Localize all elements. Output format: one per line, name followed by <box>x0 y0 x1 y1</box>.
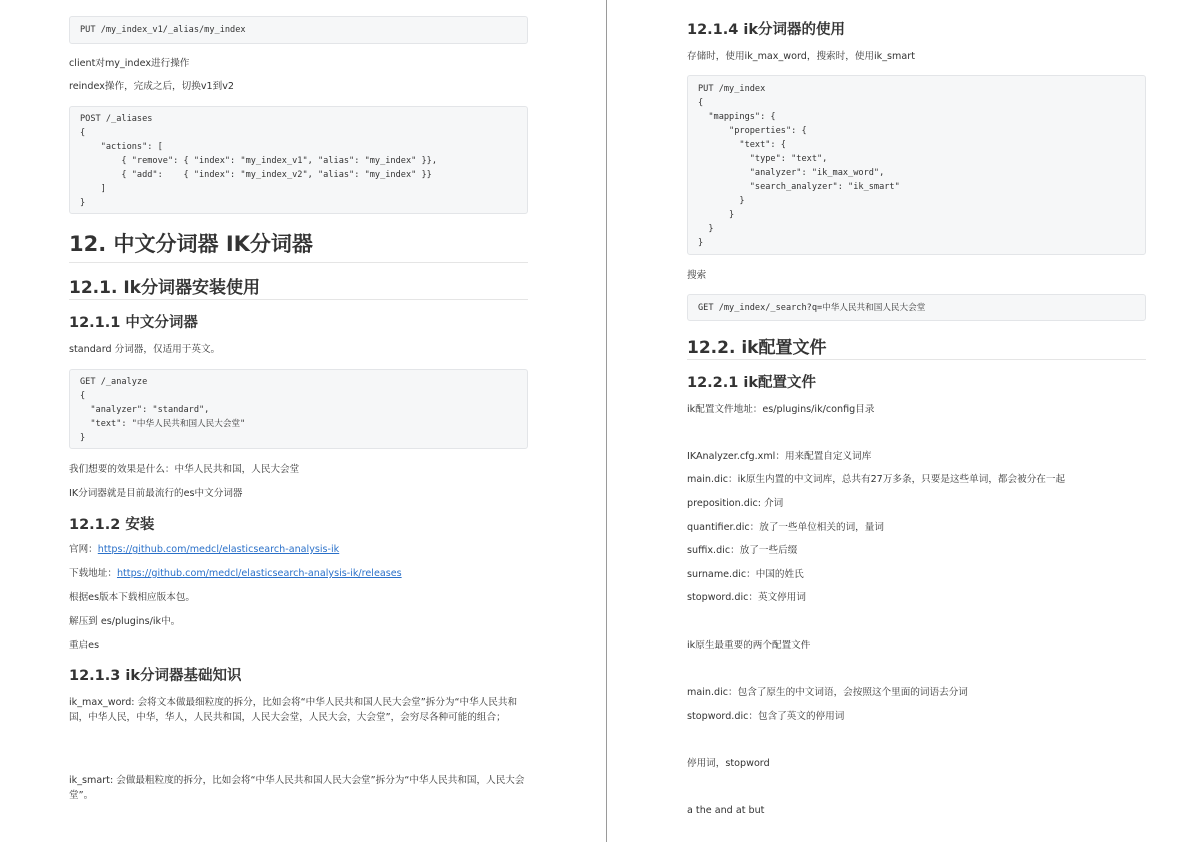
heading-rule <box>687 359 1146 360</box>
heading-chinese-analyzer: 12. 中文分词器 IK分词器 <box>69 232 313 256</box>
heading-install: 12.1.2 安装 <box>69 517 155 533</box>
para-main-dic: main.dic：ik原生内置的中文词库，总共有27万多条，只要是这些单词，都会被分在一起 <box>687 474 1066 485</box>
para-unzip: 解压到 es/plugins/ik中。 <box>69 616 181 627</box>
para-suffix: suffix.dic：放了一些后缀 <box>687 545 798 556</box>
para-standard: standard 分词器，仅适用于英文。 <box>69 344 221 355</box>
para-official-site <box>69 542 339 557</box>
heading-usage: 12.1.4 ik分词器的使用 <box>687 22 846 38</box>
para-max-word: ik_max_word: 会将文本做最细粒度的拆分，比如会将“中华人民共和国人民大会堂”拆分为“中华人民共和国，中华人民，中华，华人，人民共和国，人民大会堂，人民大会，大会堂”，会穷尽各种可能的组合； <box>69 697 518 723</box>
para-surname: surname.dic：中国的姓氏 <box>687 569 804 580</box>
code-block-aliases: POST /_aliases { "actions": [ { "remove": { "index": "my_index_v1", "alias": "my_index" }}, { "add": { "index": "my_index_v2", "alias": "my_index" }} ] } <box>69 106 528 214</box>
para-ik-popular: IK分词器就是目前最流行的es中文分词器 <box>69 488 243 499</box>
heading-chinese-analyzer-sub: 12.1.1 中文分词器 <box>69 315 198 331</box>
para-preposition: preposition.dic: 介词 <box>687 498 784 509</box>
official-link[interactable]: https://github.com/medcl/elasticsearch-analysis-ik <box>97 544 340 555</box>
para-reindex: reindex操作，完成之后，切换v1到v2 <box>69 81 234 92</box>
heading-ik-install: 12.1. Ik分词器安装使用 <box>69 278 260 298</box>
heading-rule <box>69 262 528 263</box>
para-smart: ik_smart: 会做最粗粒度的拆分，比如会将“中华人民共和国人民大会堂”拆分为“中华人民共和国，人民大会堂”。 <box>69 775 525 801</box>
code-block-alias-put: PUT /my_index_v1/_alias/my_index <box>69 16 528 44</box>
download-link[interactable]: https://github.com/medcl/elasticsearch-analysis-ik/releases <box>116 568 402 579</box>
heading-basics: 12.1.3 ik分词器基础知识 <box>69 668 242 684</box>
para-examples: a the and at but <box>687 805 765 816</box>
para-stopword: stopword.dic：英文停用词 <box>687 592 806 603</box>
heading-rule <box>69 299 528 300</box>
para-restart: 重启es <box>69 640 100 651</box>
right-page <box>609 0 1199 842</box>
para-config-path: ik配置文件地址：es/plugins/ik/config目录 <box>687 404 875 415</box>
para-ikanalyzer: IKAnalyzer.cfg.xml：用来配置自定义词库 <box>687 451 872 462</box>
code-block-search: GET /my_index/_search?q=中华人民共和国人民大会堂 <box>687 294 1146 321</box>
heading-ik-config: 12.2. ik配置文件 <box>687 338 827 358</box>
para-main-dic-2: main.dic：包含了原生的中文词语，会按照这个里面的词语去分词 <box>687 687 968 698</box>
para-search: 搜索 <box>687 270 707 281</box>
code-block-analyze: GET /_analyze { "analyzer": "standard", "text": "中华人民共和国人民大会堂" } <box>69 369 528 449</box>
code-block-mapping: PUT /my_index { "mappings": { "properties": { "text": { "type": "text", "analyzer": "ik_max_word", "search_analyzer": "ik_smart" } } } } <box>687 75 1146 255</box>
para-usage: 存储时，使用ik_max_word，搜索时，使用ik_smart <box>687 51 915 62</box>
para-stopword-term: 停用词，stopword <box>687 758 770 769</box>
para-client: client对my_index进行操作 <box>69 58 190 69</box>
para-version: 根据es版本下载相应版本包。 <box>69 592 196 603</box>
download-label: 下载地址： <box>69 568 117 579</box>
para-quantifier: quantifier.dic：放了一些单位相关的词，量词 <box>687 522 884 533</box>
page-divider <box>606 0 607 842</box>
para-download <box>69 566 402 581</box>
heading-ik-config-sub: 12.2.1 ik配置文件 <box>687 375 817 391</box>
para-two-files: ik原生最重要的两个配置文件 <box>687 640 811 651</box>
para-expected: 我们想要的效果是什么：中华人民共和国，人民大会堂 <box>69 464 300 475</box>
para-stopword-2: stopword.dic：包含了英文的停用词 <box>687 711 845 722</box>
official-label: 官网： <box>69 544 98 555</box>
